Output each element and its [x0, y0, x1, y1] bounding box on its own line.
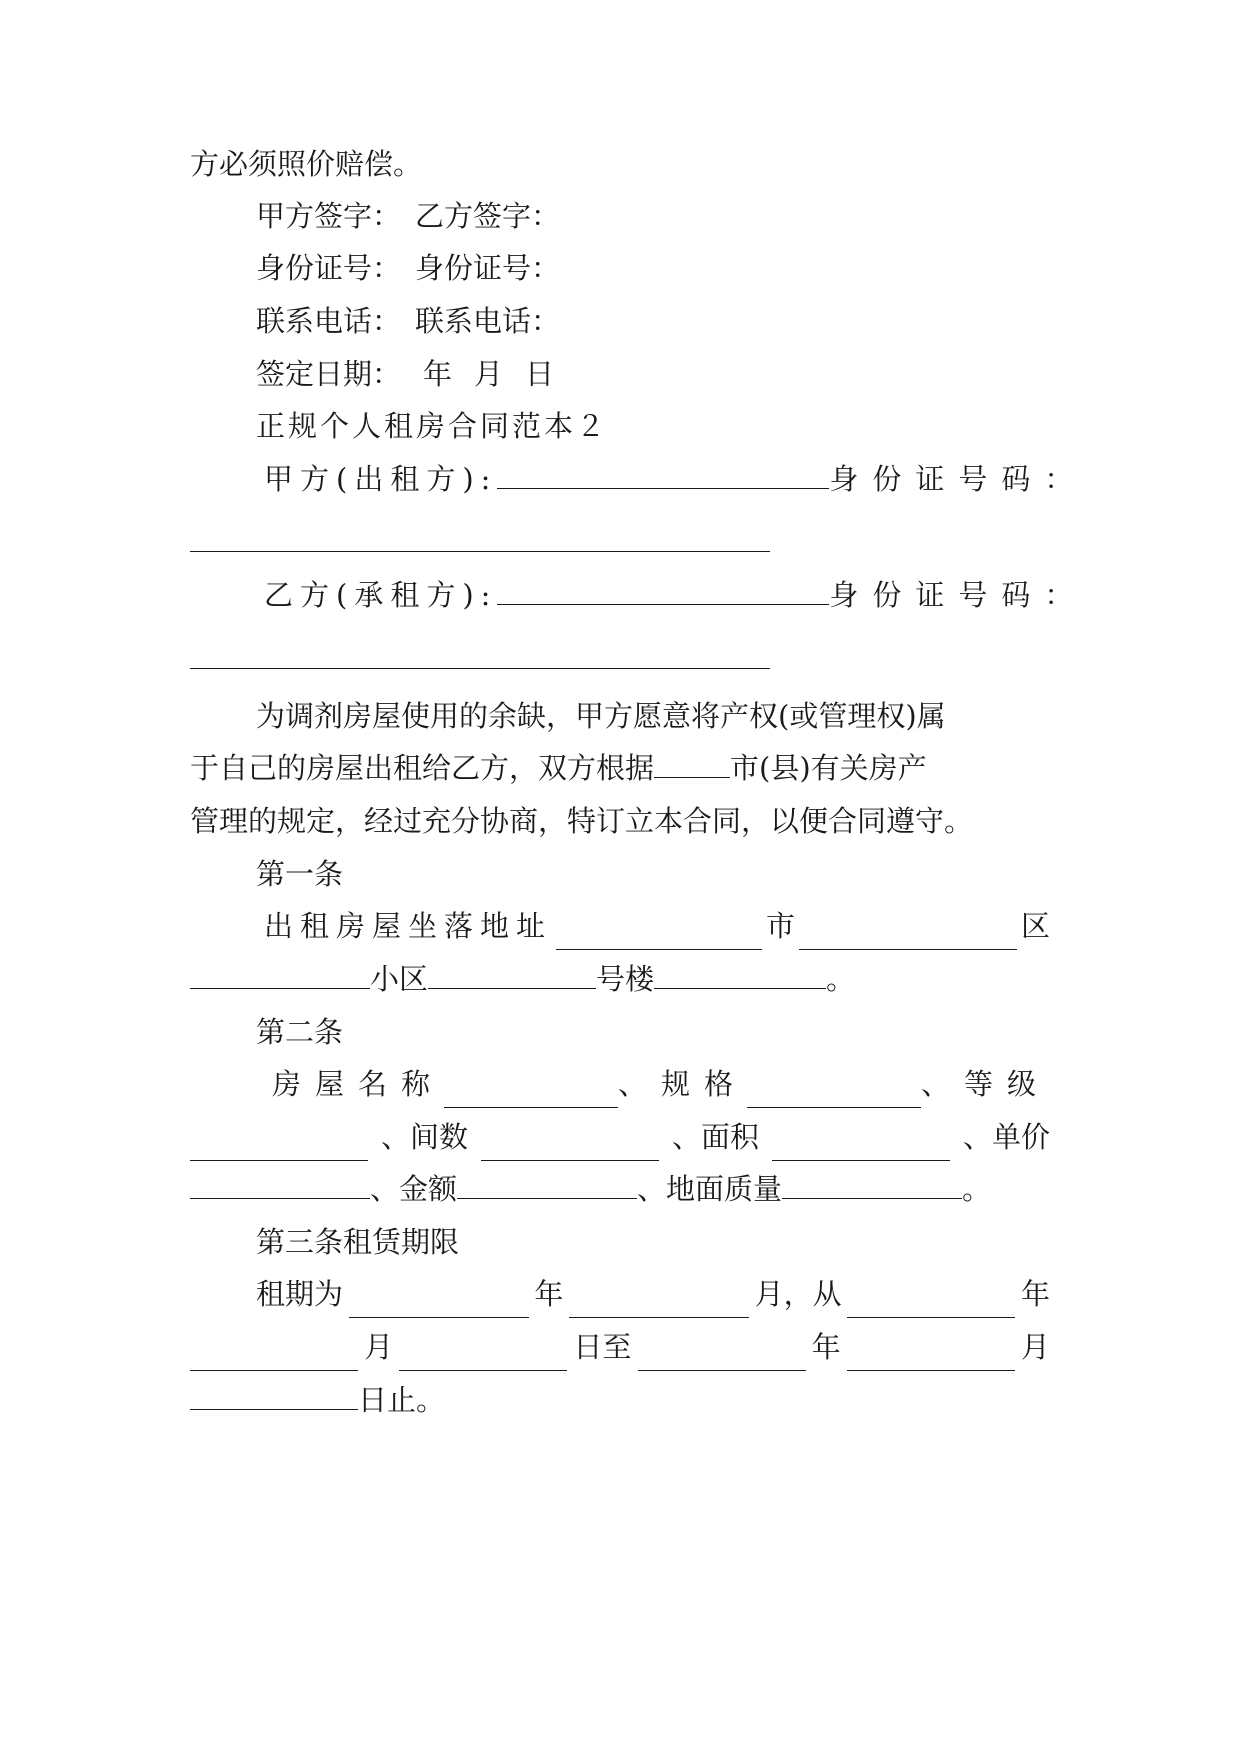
party-a-name-blank: [497, 456, 829, 489]
term-years-blank: [349, 1285, 529, 1318]
spec-blank: [747, 1075, 921, 1108]
article-1-title: 第一条: [256, 857, 344, 891]
party-a-id-number-label: 身份证号码：: [829, 462, 1088, 496]
term-label: 租期为: [256, 1277, 344, 1311]
party-a-sign-label: 甲方签字：: [256, 199, 402, 233]
from-day-blank: [399, 1338, 567, 1371]
address-blank: [556, 917, 762, 950]
from-year-label: 年: [1020, 1277, 1050, 1311]
city-blank: [654, 745, 730, 778]
party-b-id-number-label: 身份证号码：: [829, 578, 1088, 612]
city-name-blank: [799, 917, 1017, 950]
date-month: 月: [474, 357, 504, 391]
unit-price-blank: [190, 1166, 370, 1199]
address-label: 出租房屋坐落地址: [264, 909, 553, 943]
article-2-heading: [256, 1008, 1050, 1056]
to-day-blank: [190, 1377, 358, 1410]
intro-line-1: [256, 692, 1050, 740]
floor-quality-label: 、地面质量: [637, 1172, 783, 1206]
party-b-label: 乙方(承租方):: [264, 578, 498, 612]
intro-line-2: [190, 744, 1050, 792]
to-year-blank: [638, 1338, 806, 1371]
term-months-blank: [569, 1285, 749, 1318]
community-label: 小区: [370, 962, 429, 996]
grade-label: 、等级: [920, 1067, 1050, 1101]
party-b-phone-label: 联系电话：: [415, 304, 561, 338]
contract-title: [256, 402, 1050, 450]
to-year-label: 年: [811, 1330, 841, 1364]
to-month-label: 月: [1020, 1330, 1050, 1364]
community-blank: [428, 956, 596, 989]
article-2-row-1: [272, 1060, 1050, 1108]
article-1-address-row: [264, 902, 1050, 950]
party-b-sign-label: 乙方签字：: [415, 199, 561, 233]
day-end-label: 日止。: [358, 1383, 446, 1417]
signature-row: [256, 192, 1050, 240]
amount-label: 、金额: [370, 1172, 458, 1206]
rooms-label: 、间数: [380, 1120, 468, 1154]
date-row: [256, 350, 1050, 398]
date-year: 年: [423, 357, 453, 391]
term-year-label: 年: [534, 1277, 564, 1311]
party-b-id-blank: [190, 668, 770, 669]
intro-line-3: [190, 797, 1050, 845]
party-a-phone-label: 联系电话：: [256, 304, 402, 338]
article-2-row-3: [190, 1165, 1050, 1213]
party-b-id-label: 身份证号：: [415, 251, 561, 285]
rooms-blank: [481, 1128, 659, 1161]
intro-text-3: 管理的规定，经过充分协商，特订立本合同，以便合同遵守。: [190, 804, 974, 838]
phone-row: [256, 297, 1050, 345]
article-3-title: 第三条租赁期限: [256, 1225, 460, 1259]
from-month-blank: [190, 1338, 358, 1371]
id-row: [256, 244, 1050, 292]
sign-date-label: 签定日期：: [256, 357, 402, 391]
article-3-row-2: [190, 1323, 1050, 1371]
area-blank: [772, 1128, 950, 1161]
from-month-label: 月: [364, 1330, 394, 1364]
date-day: 日: [525, 357, 555, 391]
party-a-id-blank: [190, 551, 770, 552]
article-1-end: 。: [826, 962, 856, 996]
building-blank: [654, 956, 826, 989]
title-text: 正规个人租房合同范本２: [256, 409, 609, 443]
from-year-blank: [847, 1285, 1015, 1318]
district-blank: [190, 956, 370, 989]
compensation-text: 方必须照价赔偿。: [190, 147, 423, 181]
day-to-label: 日至: [573, 1330, 632, 1364]
intro-text-2a: 于自己的房屋出租给乙方，双方根据: [190, 751, 655, 785]
to-month-blank: [847, 1338, 1015, 1371]
party-a-row: [264, 455, 1088, 503]
article-2-end: 。: [962, 1172, 992, 1206]
party-b-row: [264, 571, 1088, 619]
text-line: [190, 140, 1050, 188]
intro-text-1: 为调剂房屋使用的余缺，甲方愿意将产权(或管理权)属: [256, 699, 946, 733]
spec-label: 、规格: [617, 1067, 747, 1101]
floor-quality-blank: [782, 1166, 962, 1199]
unit-price-label: 、单价: [962, 1120, 1050, 1154]
intro-text-2b: 市(县)有关房产: [730, 751, 927, 785]
party-a-id-label: 身份证号：: [256, 251, 402, 285]
city-label: 市: [765, 909, 795, 943]
month-from-label: 月，从: [754, 1277, 842, 1311]
article-3-row-3: [190, 1376, 1050, 1424]
house-name-label: 房屋名称: [272, 1067, 445, 1101]
article-1-heading: [256, 850, 1050, 898]
article-2-title: 第二条: [256, 1015, 344, 1049]
house-name-blank: [444, 1075, 618, 1108]
article-2-row-2: [190, 1113, 1050, 1161]
article-1-community-row: [190, 955, 1050, 1003]
article-3-row-1: [256, 1270, 1050, 1318]
article-3-heading: [256, 1218, 1050, 1266]
area-label: 、面积: [671, 1120, 759, 1154]
party-a-label: 甲方(出租方):: [264, 462, 498, 496]
district-label: 区: [1020, 909, 1050, 943]
building-label: 号楼: [596, 962, 655, 996]
party-b-name-blank: [497, 572, 829, 605]
amount-blank: [457, 1166, 637, 1199]
grade-blank: [190, 1128, 368, 1161]
